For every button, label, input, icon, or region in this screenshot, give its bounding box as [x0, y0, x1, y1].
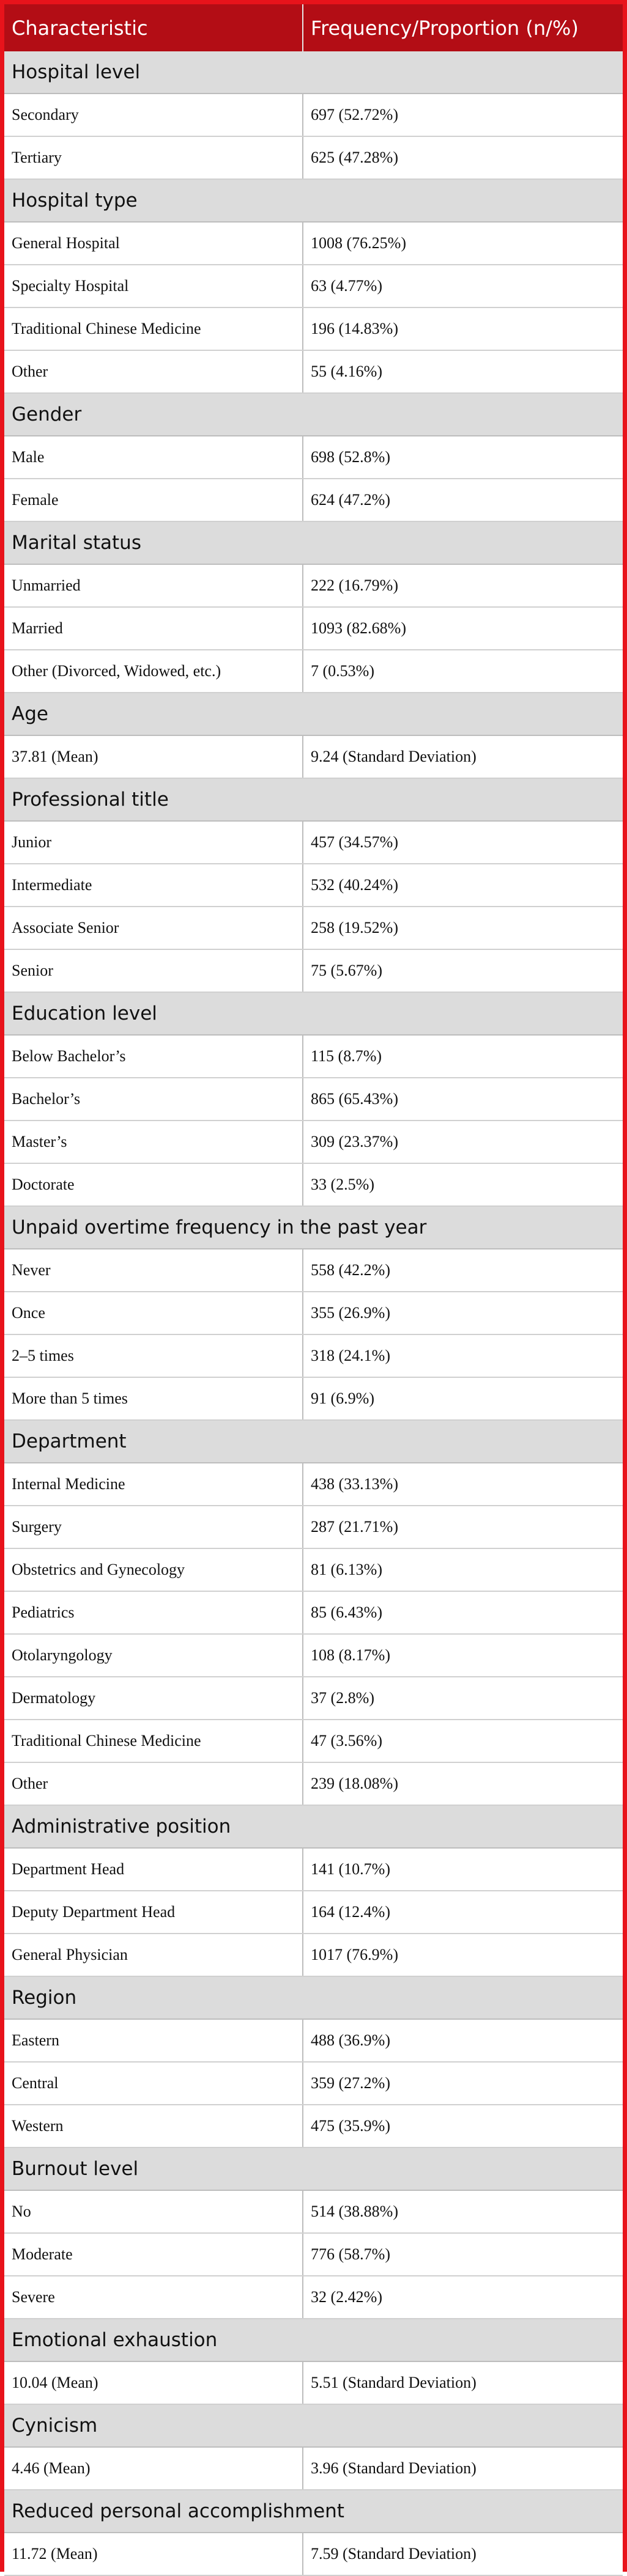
section-header-row — [4, 393, 623, 436]
section-header-row — [4, 1206, 623, 1249]
table-row — [4, 222, 623, 265]
table-row — [4, 1377, 623, 1420]
row-label: More than 5 times — [4, 1377, 303, 1420]
row-label: Pediatrics — [4, 1591, 303, 1634]
table-row — [4, 2276, 623, 2319]
row-value: 239 (18.08%) — [303, 1762, 623, 1805]
row-label: Western — [4, 2105, 303, 2147]
row-label: Unmarried — [4, 564, 303, 607]
row-label: 4.46 (Mean) — [4, 2447, 303, 2490]
table-row — [4, 564, 623, 607]
table-row — [4, 1548, 623, 1591]
row-label: Male — [4, 436, 303, 479]
section-header-row — [4, 2147, 623, 2190]
section-title: Age — [4, 693, 623, 735]
section-title: Education level — [4, 992, 623, 1035]
row-label: Traditional Chinese Medicine — [4, 1720, 303, 1762]
row-label: Other — [4, 1762, 303, 1805]
row-value: 697 (52.72%) — [303, 94, 623, 136]
row-value: 47 (3.56%) — [303, 1720, 623, 1762]
section-header-row — [4, 179, 623, 222]
table-row — [4, 1848, 623, 1891]
section-title: Emotional exhaustion — [4, 2319, 623, 2361]
row-value: 7.59 (Standard Deviation) — [303, 2533, 623, 2575]
row-label: Severe — [4, 2276, 303, 2319]
section-title: Administrative position — [4, 1805, 623, 1848]
table-row — [4, 2361, 623, 2404]
row-label: Intermediate — [4, 864, 303, 907]
row-value: 475 (35.9%) — [303, 2105, 623, 2147]
section-header-row — [4, 1805, 623, 1848]
table-row — [4, 479, 623, 521]
row-value: 258 (19.52%) — [303, 907, 623, 949]
characteristics-table — [4, 4, 623, 2576]
section-header-row — [4, 693, 623, 735]
row-label: Department Head — [4, 1848, 303, 1891]
row-value: 7 (0.53%) — [303, 650, 623, 693]
row-value: 309 (23.37%) — [303, 1121, 623, 1163]
row-value: 141 (10.7%) — [303, 1848, 623, 1891]
row-label: Never — [4, 1249, 303, 1292]
row-label: Internal Medicine — [4, 1463, 303, 1506]
row-label: Once — [4, 1292, 303, 1334]
row-label: Secondary — [4, 94, 303, 136]
table-row — [4, 307, 623, 350]
row-label: 2–5 times — [4, 1334, 303, 1377]
row-value: 55 (4.16%) — [303, 350, 623, 393]
row-label: Senior — [4, 949, 303, 992]
table-row — [4, 1506, 623, 1548]
row-value: 3.96 (Standard Deviation) — [303, 2447, 623, 2490]
table-row — [4, 1934, 623, 1976]
row-value: 865 (65.43%) — [303, 1078, 623, 1121]
row-value: 1017 (76.9%) — [303, 1934, 623, 1976]
row-label: 10.04 (Mean) — [4, 2361, 303, 2404]
table-row — [4, 907, 623, 949]
row-value: 75 (5.67%) — [303, 949, 623, 992]
table-row — [4, 2105, 623, 2147]
row-value: 318 (24.1%) — [303, 1334, 623, 1377]
section-header-row — [4, 51, 623, 94]
table-row — [4, 1891, 623, 1934]
section-title: Professional title — [4, 778, 623, 821]
table-header-row — [4, 4, 623, 51]
table-row — [4, 864, 623, 907]
row-value: 9.24 (Standard Deviation) — [303, 735, 623, 778]
row-value: 164 (12.4%) — [303, 1891, 623, 1934]
row-label: 11.72 (Mean) — [4, 2533, 303, 2575]
row-value: 196 (14.83%) — [303, 307, 623, 350]
row-value: 1008 (76.25%) — [303, 222, 623, 265]
table-row — [4, 650, 623, 693]
row-value: 624 (47.2%) — [303, 479, 623, 521]
row-label: Specialty Hospital — [4, 265, 303, 307]
row-label: Traditional Chinese Medicine — [4, 307, 303, 350]
row-label: Tertiary — [4, 136, 303, 179]
row-label: Eastern — [4, 2019, 303, 2062]
row-value: 81 (6.13%) — [303, 1548, 623, 1591]
row-label: Married — [4, 607, 303, 650]
section-title: Hospital type — [4, 179, 623, 222]
section-title: Cynicism — [4, 2404, 623, 2447]
section-header-row — [4, 778, 623, 821]
row-value: 514 (38.88%) — [303, 2190, 623, 2233]
section-title: Gender — [4, 393, 623, 436]
table-row — [4, 821, 623, 864]
row-label: Female — [4, 479, 303, 521]
row-value: 698 (52.8%) — [303, 436, 623, 479]
row-label: General Hospital — [4, 222, 303, 265]
table-row — [4, 265, 623, 307]
row-value: 625 (47.28%) — [303, 136, 623, 179]
table-row — [4, 2062, 623, 2105]
row-value: 355 (26.9%) — [303, 1292, 623, 1334]
section-title: Burnout level — [4, 2147, 623, 2190]
table-row — [4, 607, 623, 650]
row-value: 457 (34.57%) — [303, 821, 623, 864]
row-value: 37 (2.8%) — [303, 1677, 623, 1720]
row-value: 1093 (82.68%) — [303, 607, 623, 650]
section-title: Hospital level — [4, 51, 623, 94]
row-label: Surgery — [4, 1506, 303, 1548]
row-value: 438 (33.13%) — [303, 1463, 623, 1506]
row-label: Central — [4, 2062, 303, 2105]
section-header-row — [4, 521, 623, 564]
row-value: 5.51 (Standard Deviation) — [303, 2361, 623, 2404]
row-label: No — [4, 2190, 303, 2233]
section-title: Region — [4, 1976, 623, 2019]
row-label: Doctorate — [4, 1163, 303, 1206]
row-label: Deputy Department Head — [4, 1891, 303, 1934]
row-label: Below Bachelor’s — [4, 1035, 303, 1078]
table-row — [4, 1463, 623, 1506]
table-row — [4, 1334, 623, 1377]
table-row — [4, 1121, 623, 1163]
section-header-row — [4, 2404, 623, 2447]
table-body — [4, 51, 623, 2575]
row-value: 91 (6.9%) — [303, 1377, 623, 1420]
table-row — [4, 136, 623, 179]
row-label: 37.81 (Mean) — [4, 735, 303, 778]
table-row — [4, 1163, 623, 1206]
row-value: 359 (27.2%) — [303, 2062, 623, 2105]
section-header-row — [4, 992, 623, 1035]
row-value: 63 (4.77%) — [303, 265, 623, 307]
row-label: General Physician — [4, 1934, 303, 1976]
table-row — [4, 350, 623, 393]
table-row — [4, 1634, 623, 1677]
table-row — [4, 2447, 623, 2490]
table-row — [4, 1677, 623, 1720]
section-header-row — [4, 2319, 623, 2361]
table-row — [4, 1720, 623, 1762]
row-value: 776 (58.7%) — [303, 2233, 623, 2276]
table-row — [4, 436, 623, 479]
row-value: 488 (36.9%) — [303, 2019, 623, 2062]
row-value: 32 (2.42%) — [303, 2276, 623, 2319]
table-row — [4, 735, 623, 778]
section-header-row — [4, 1420, 623, 1463]
row-value: 33 (2.5%) — [303, 1163, 623, 1206]
row-label: Moderate — [4, 2233, 303, 2276]
header-characteristic: Characteristic — [4, 4, 303, 51]
row-value: 532 (40.24%) — [303, 864, 623, 907]
section-title: Unpaid overtime frequency in the past year — [4, 1206, 623, 1249]
header-frequency: Frequency/Proportion (n/%) — [303, 4, 623, 51]
row-value: 85 (6.43%) — [303, 1591, 623, 1634]
row-label: Other (Divorced, Widowed, etc.) — [4, 650, 303, 693]
table-row — [4, 2019, 623, 2062]
row-label: Bachelor’s — [4, 1078, 303, 1121]
table-row — [4, 1591, 623, 1634]
section-title: Reduced personal accomplishment — [4, 2490, 623, 2533]
section-title: Department — [4, 1420, 623, 1463]
section-header-row — [4, 2490, 623, 2533]
row-label: Otolaryngology — [4, 1634, 303, 1677]
row-value: 115 (8.7%) — [303, 1035, 623, 1078]
row-label: Junior — [4, 821, 303, 864]
table-row — [4, 1249, 623, 1292]
section-title: Marital status — [4, 521, 623, 564]
row-value: 558 (42.2%) — [303, 1249, 623, 1292]
table-row — [4, 1035, 623, 1078]
row-value: 222 (16.79%) — [303, 564, 623, 607]
table-row — [4, 2190, 623, 2233]
row-value: 287 (21.71%) — [303, 1506, 623, 1548]
table-row — [4, 1078, 623, 1121]
table-row — [4, 1292, 623, 1334]
table-row — [4, 2533, 623, 2575]
row-label: Other — [4, 350, 303, 393]
table-row — [4, 94, 623, 136]
table-row — [4, 949, 623, 992]
table-row — [4, 1762, 623, 1805]
row-label: Associate Senior — [4, 907, 303, 949]
row-label: Master’s — [4, 1121, 303, 1163]
row-label: Dermatology — [4, 1677, 303, 1720]
table-row — [4, 2233, 623, 2276]
row-label: Obstetrics and Gynecology — [4, 1548, 303, 1591]
row-value: 108 (8.17%) — [303, 1634, 623, 1677]
section-header-row — [4, 1976, 623, 2019]
